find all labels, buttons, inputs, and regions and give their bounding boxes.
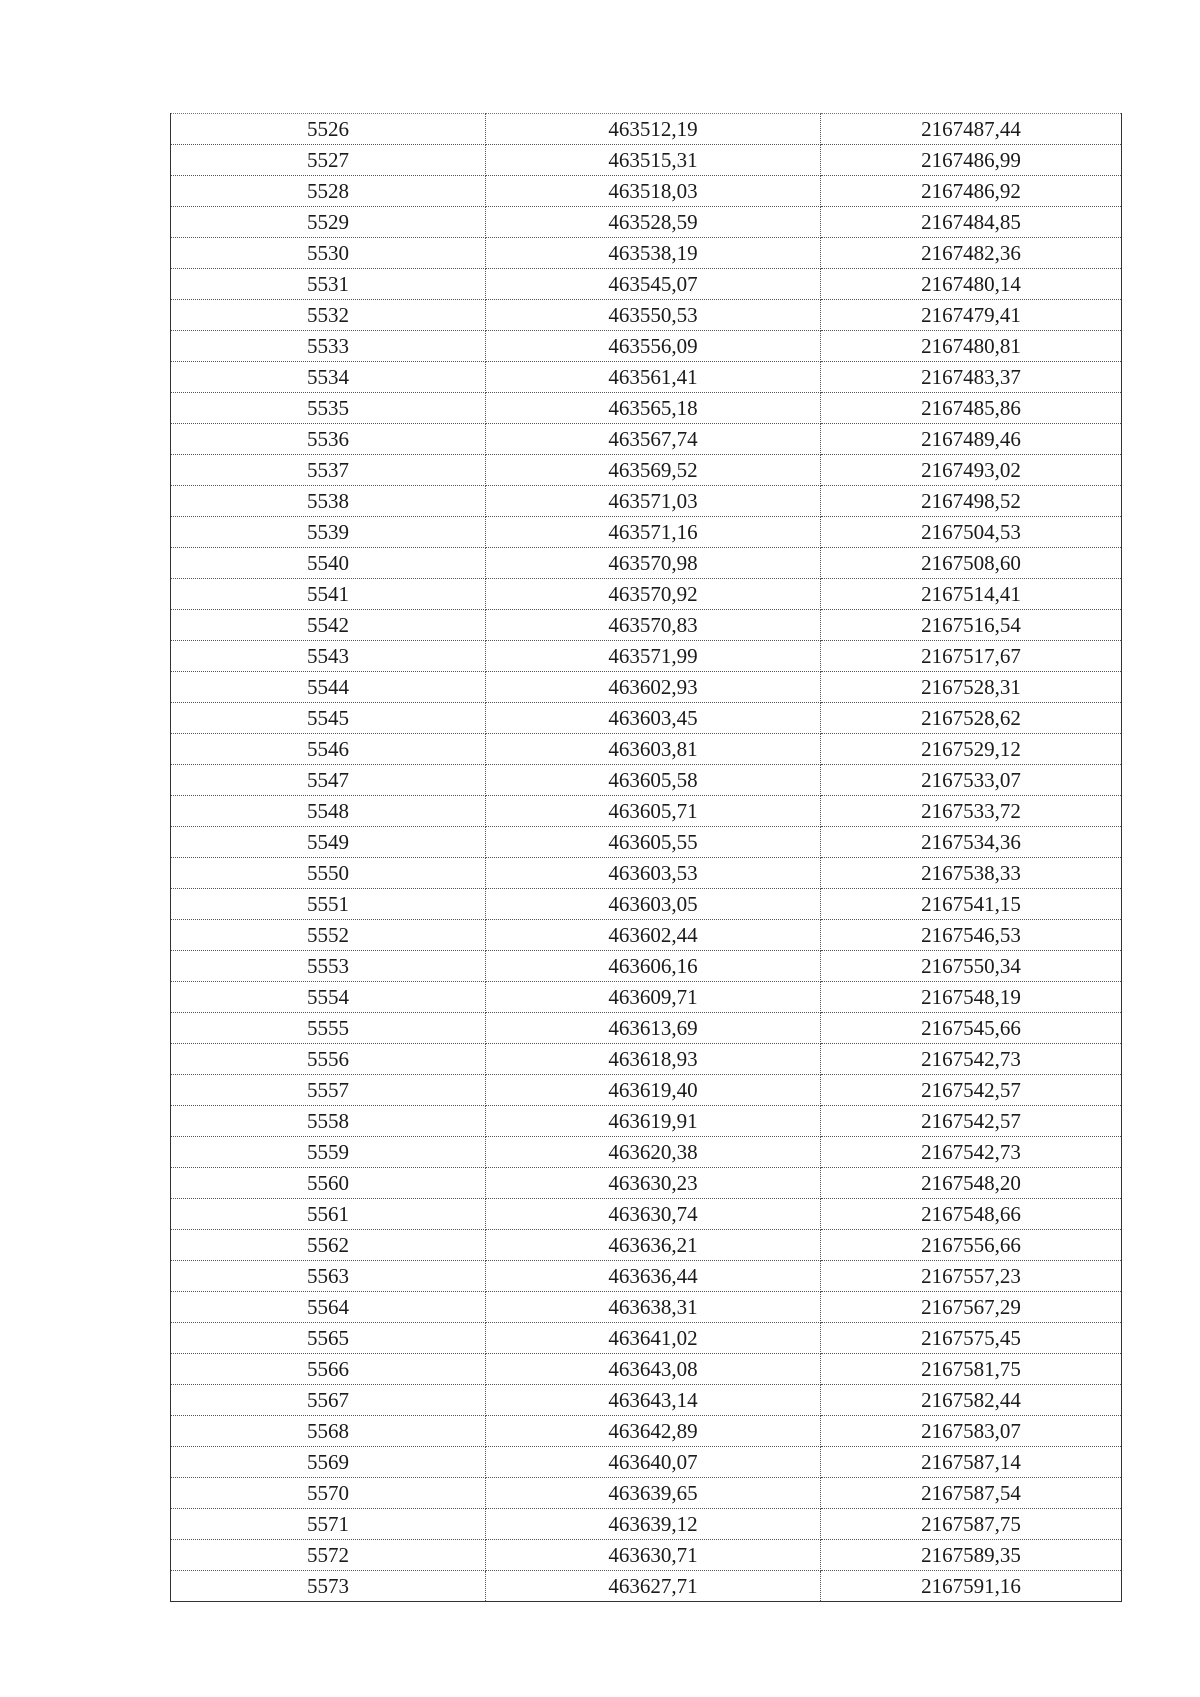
point-number-cell: 5556	[171, 1044, 486, 1075]
y-coordinate-cell: 2167480,14	[821, 269, 1122, 300]
x-coordinate-cell: 463640,07	[486, 1447, 821, 1478]
point-number-cell: 5557	[171, 1075, 486, 1106]
point-number-cell: 5531	[171, 269, 486, 300]
x-coordinate-cell: 463571,99	[486, 641, 821, 672]
table-row	[171, 1323, 1122, 1354]
y-coordinate-cell: 2167483,37	[821, 362, 1122, 393]
point-number-cell: 5567	[171, 1385, 486, 1416]
point-number-cell: 5547	[171, 765, 486, 796]
point-number-cell: 5552	[171, 920, 486, 951]
x-coordinate-cell: 463618,93	[486, 1044, 821, 1075]
point-number-cell: 5530	[171, 238, 486, 269]
y-coordinate-cell: 2167528,62	[821, 703, 1122, 734]
y-coordinate-cell: 2167482,36	[821, 238, 1122, 269]
table-row	[171, 1540, 1122, 1571]
table-row	[171, 796, 1122, 827]
x-coordinate-cell: 463639,65	[486, 1478, 821, 1509]
y-coordinate-cell: 2167567,29	[821, 1292, 1122, 1323]
x-coordinate-cell: 463620,38	[486, 1137, 821, 1168]
y-coordinate-cell: 2167516,54	[821, 610, 1122, 641]
x-coordinate-cell: 463636,21	[486, 1230, 821, 1261]
table-row	[171, 1509, 1122, 1540]
point-number-cell: 5549	[171, 827, 486, 858]
y-coordinate-cell: 2167484,85	[821, 207, 1122, 238]
table-row	[171, 207, 1122, 238]
x-coordinate-cell: 463642,89	[486, 1416, 821, 1447]
table-row	[171, 1354, 1122, 1385]
x-coordinate-cell: 463605,58	[486, 765, 821, 796]
y-coordinate-cell: 2167548,19	[821, 982, 1122, 1013]
y-coordinate-cell: 2167514,41	[821, 579, 1122, 610]
table-row	[171, 269, 1122, 300]
y-coordinate-cell: 2167587,14	[821, 1447, 1122, 1478]
x-coordinate-cell: 463571,03	[486, 486, 821, 517]
table-row	[171, 1168, 1122, 1199]
table-row	[171, 548, 1122, 579]
table-row	[171, 393, 1122, 424]
y-coordinate-cell: 2167545,66	[821, 1013, 1122, 1044]
x-coordinate-cell: 463512,19	[486, 114, 821, 145]
point-number-cell: 5558	[171, 1106, 486, 1137]
point-number-cell: 5566	[171, 1354, 486, 1385]
y-coordinate-cell: 2167587,75	[821, 1509, 1122, 1540]
x-coordinate-cell: 463570,83	[486, 610, 821, 641]
table-row	[171, 238, 1122, 269]
table-row	[171, 176, 1122, 207]
point-number-cell: 5536	[171, 424, 486, 455]
point-number-cell: 5555	[171, 1013, 486, 1044]
x-coordinate-cell: 463570,92	[486, 579, 821, 610]
point-number-cell: 5551	[171, 889, 486, 920]
point-number-cell: 5550	[171, 858, 486, 889]
point-number-cell: 5545	[171, 703, 486, 734]
table-row	[171, 1106, 1122, 1137]
table-row	[171, 1478, 1122, 1509]
point-number-cell: 5532	[171, 300, 486, 331]
x-coordinate-cell: 463528,59	[486, 207, 821, 238]
x-coordinate-cell: 463643,08	[486, 1354, 821, 1385]
y-coordinate-cell: 2167517,67	[821, 641, 1122, 672]
table-row	[171, 1447, 1122, 1478]
y-coordinate-cell: 2167493,02	[821, 455, 1122, 486]
table-row	[171, 920, 1122, 951]
y-coordinate-cell: 2167541,15	[821, 889, 1122, 920]
x-coordinate-cell: 463571,16	[486, 517, 821, 548]
table-row	[171, 672, 1122, 703]
point-number-cell: 5538	[171, 486, 486, 517]
y-coordinate-cell: 2167546,53	[821, 920, 1122, 951]
point-number-cell: 5561	[171, 1199, 486, 1230]
y-coordinate-cell: 2167529,12	[821, 734, 1122, 765]
table-row	[171, 1075, 1122, 1106]
y-coordinate-cell: 2167480,81	[821, 331, 1122, 362]
point-number-cell: 5570	[171, 1478, 486, 1509]
y-coordinate-cell: 2167533,07	[821, 765, 1122, 796]
y-coordinate-cell: 2167487,44	[821, 114, 1122, 145]
y-coordinate-cell: 2167589,35	[821, 1540, 1122, 1571]
y-coordinate-cell: 2167486,92	[821, 176, 1122, 207]
x-coordinate-cell: 463545,07	[486, 269, 821, 300]
table-row	[171, 951, 1122, 982]
table-row	[171, 1292, 1122, 1323]
point-number-cell: 5572	[171, 1540, 486, 1571]
y-coordinate-cell: 2167486,99	[821, 145, 1122, 176]
point-number-cell: 5565	[171, 1323, 486, 1354]
x-coordinate-cell: 463550,53	[486, 300, 821, 331]
point-number-cell: 5529	[171, 207, 486, 238]
table-row	[171, 1013, 1122, 1044]
x-coordinate-cell: 463619,40	[486, 1075, 821, 1106]
table-row	[171, 1571, 1122, 1602]
x-coordinate-cell: 463627,71	[486, 1571, 821, 1602]
x-coordinate-cell: 463630,74	[486, 1199, 821, 1230]
y-coordinate-cell: 2167508,60	[821, 548, 1122, 579]
x-coordinate-cell: 463515,31	[486, 145, 821, 176]
y-coordinate-cell: 2167575,45	[821, 1323, 1122, 1354]
table-row	[171, 982, 1122, 1013]
x-coordinate-cell: 463630,23	[486, 1168, 821, 1199]
point-number-cell: 5568	[171, 1416, 486, 1447]
x-coordinate-cell: 463619,91	[486, 1106, 821, 1137]
y-coordinate-cell: 2167542,73	[821, 1137, 1122, 1168]
table-row	[171, 858, 1122, 889]
y-coordinate-cell: 2167542,57	[821, 1075, 1122, 1106]
x-coordinate-cell: 463605,55	[486, 827, 821, 858]
point-number-cell: 5542	[171, 610, 486, 641]
table-row	[171, 300, 1122, 331]
point-number-cell: 5560	[171, 1168, 486, 1199]
point-number-cell: 5539	[171, 517, 486, 548]
y-coordinate-cell: 2167489,46	[821, 424, 1122, 455]
table-row	[171, 765, 1122, 796]
point-number-cell: 5543	[171, 641, 486, 672]
y-coordinate-cell: 2167504,53	[821, 517, 1122, 548]
y-coordinate-cell: 2167582,44	[821, 1385, 1122, 1416]
table-row	[171, 362, 1122, 393]
point-number-cell: 5534	[171, 362, 486, 393]
y-coordinate-cell: 2167548,66	[821, 1199, 1122, 1230]
point-number-cell: 5541	[171, 579, 486, 610]
x-coordinate-cell: 463605,71	[486, 796, 821, 827]
table-row	[171, 1230, 1122, 1261]
x-coordinate-cell: 463603,05	[486, 889, 821, 920]
y-coordinate-cell: 2167591,16	[921, 1574, 1021, 1598]
table-row	[171, 517, 1122, 548]
y-coordinate-cell: 2167498,52	[821, 486, 1122, 517]
x-coordinate-cell: 463602,93	[486, 672, 821, 703]
table-row	[171, 734, 1122, 765]
x-coordinate-cell: 463538,19	[486, 238, 821, 269]
point-number-cell: 5540	[171, 548, 486, 579]
y-coordinate-cell: 2167583,07	[821, 1416, 1122, 1447]
point-number-cell: 5527	[171, 145, 486, 176]
table-row	[171, 827, 1122, 858]
y-coordinate-cell: 2167556,66	[821, 1230, 1122, 1261]
x-coordinate-cell: 463613,69	[486, 1013, 821, 1044]
table-row	[171, 1385, 1122, 1416]
point-number-cell: 5573	[171, 1571, 486, 1602]
y-coordinate-cell: 2167587,54	[821, 1478, 1122, 1509]
point-number-cell: 5546	[171, 734, 486, 765]
x-coordinate-cell: 463638,31	[486, 1292, 821, 1323]
point-number-cell: 5569	[171, 1447, 486, 1478]
table-row	[171, 1044, 1122, 1075]
x-coordinate-cell: 463518,03	[486, 176, 821, 207]
x-coordinate-cell: 463570,98	[486, 548, 821, 579]
x-coordinate-cell: 463639,12	[486, 1509, 821, 1540]
table-row	[171, 889, 1122, 920]
point-number-cell: 5537	[171, 455, 486, 486]
x-coordinate-cell: 463603,81	[486, 734, 821, 765]
point-number-cell: 5544	[171, 672, 486, 703]
y-coordinate-cell: 2167542,73	[821, 1044, 1122, 1075]
point-number-cell: 5564	[171, 1292, 486, 1323]
y-coordinate-cell: 2167479,41	[821, 300, 1122, 331]
table-row	[171, 424, 1122, 455]
x-coordinate-cell: 463602,44	[486, 920, 821, 951]
y-coordinate-cell: 2167542,57	[821, 1106, 1122, 1137]
y-coordinate-cell: 2167534,36	[821, 827, 1122, 858]
table-row	[171, 114, 1122, 145]
y-coordinate-cell: 2167557,23	[821, 1261, 1122, 1292]
point-number-cell: 5533	[171, 331, 486, 362]
point-number-cell: 5563	[171, 1261, 486, 1292]
table-row	[171, 1137, 1122, 1168]
point-number-cell: 5554	[171, 982, 486, 1013]
y-coordinate-cell: 2167550,34	[821, 951, 1122, 982]
table-row	[171, 1261, 1122, 1292]
x-coordinate-cell: 463561,41	[486, 362, 821, 393]
coordinates-table-body	[171, 114, 1122, 1602]
y-coordinate-cell: 2167548,20	[821, 1168, 1122, 1199]
table-row	[171, 1199, 1122, 1230]
point-number-cell: 5535	[171, 393, 486, 424]
y-coordinate-cell: 2167538,33	[821, 858, 1122, 889]
point-number-cell: 5562	[171, 1230, 486, 1261]
x-coordinate-cell: 463636,44	[486, 1261, 821, 1292]
x-coordinate-cell: 463643,14	[486, 1385, 821, 1416]
x-coordinate-cell: 463603,53	[486, 858, 821, 889]
table-row	[171, 145, 1122, 176]
table-row	[171, 703, 1122, 734]
x-coordinate-cell: 463609,71	[486, 982, 821, 1013]
x-coordinate-cell: 463556,09	[486, 331, 821, 362]
table-row	[171, 331, 1122, 362]
table-row	[171, 610, 1122, 641]
point-number-cell: 5548	[171, 796, 486, 827]
point-number-cell: 5559	[171, 1137, 486, 1168]
table-row	[171, 579, 1122, 610]
y-coordinate-cell: 2167533,72	[821, 796, 1122, 827]
point-number-cell: 5571	[171, 1509, 486, 1540]
table-row	[171, 486, 1122, 517]
y-coordinate-cell: 2167581,75	[821, 1354, 1122, 1385]
table-row	[171, 641, 1122, 672]
table-row	[171, 455, 1122, 486]
x-coordinate-cell: 463603,45	[486, 703, 821, 734]
coordinates-table	[170, 113, 1122, 1602]
table-row	[171, 1416, 1122, 1447]
x-coordinate-cell: 463630,71	[486, 1540, 821, 1571]
y-coordinate-cell: 2167528,31	[821, 672, 1122, 703]
x-coordinate-cell: 463606,16	[486, 951, 821, 982]
point-number-cell: 5553	[171, 951, 486, 982]
point-number-cell: 5528	[171, 176, 486, 207]
x-coordinate-cell: 463641,02	[486, 1323, 821, 1354]
x-coordinate-cell: 463567,74	[486, 424, 821, 455]
point-number-cell: 5526	[171, 114, 486, 145]
x-coordinate-cell: 463565,18	[486, 393, 821, 424]
x-coordinate-cell: 463569,52	[486, 455, 821, 486]
y-coordinate-cell: 2167485,86	[821, 393, 1122, 424]
